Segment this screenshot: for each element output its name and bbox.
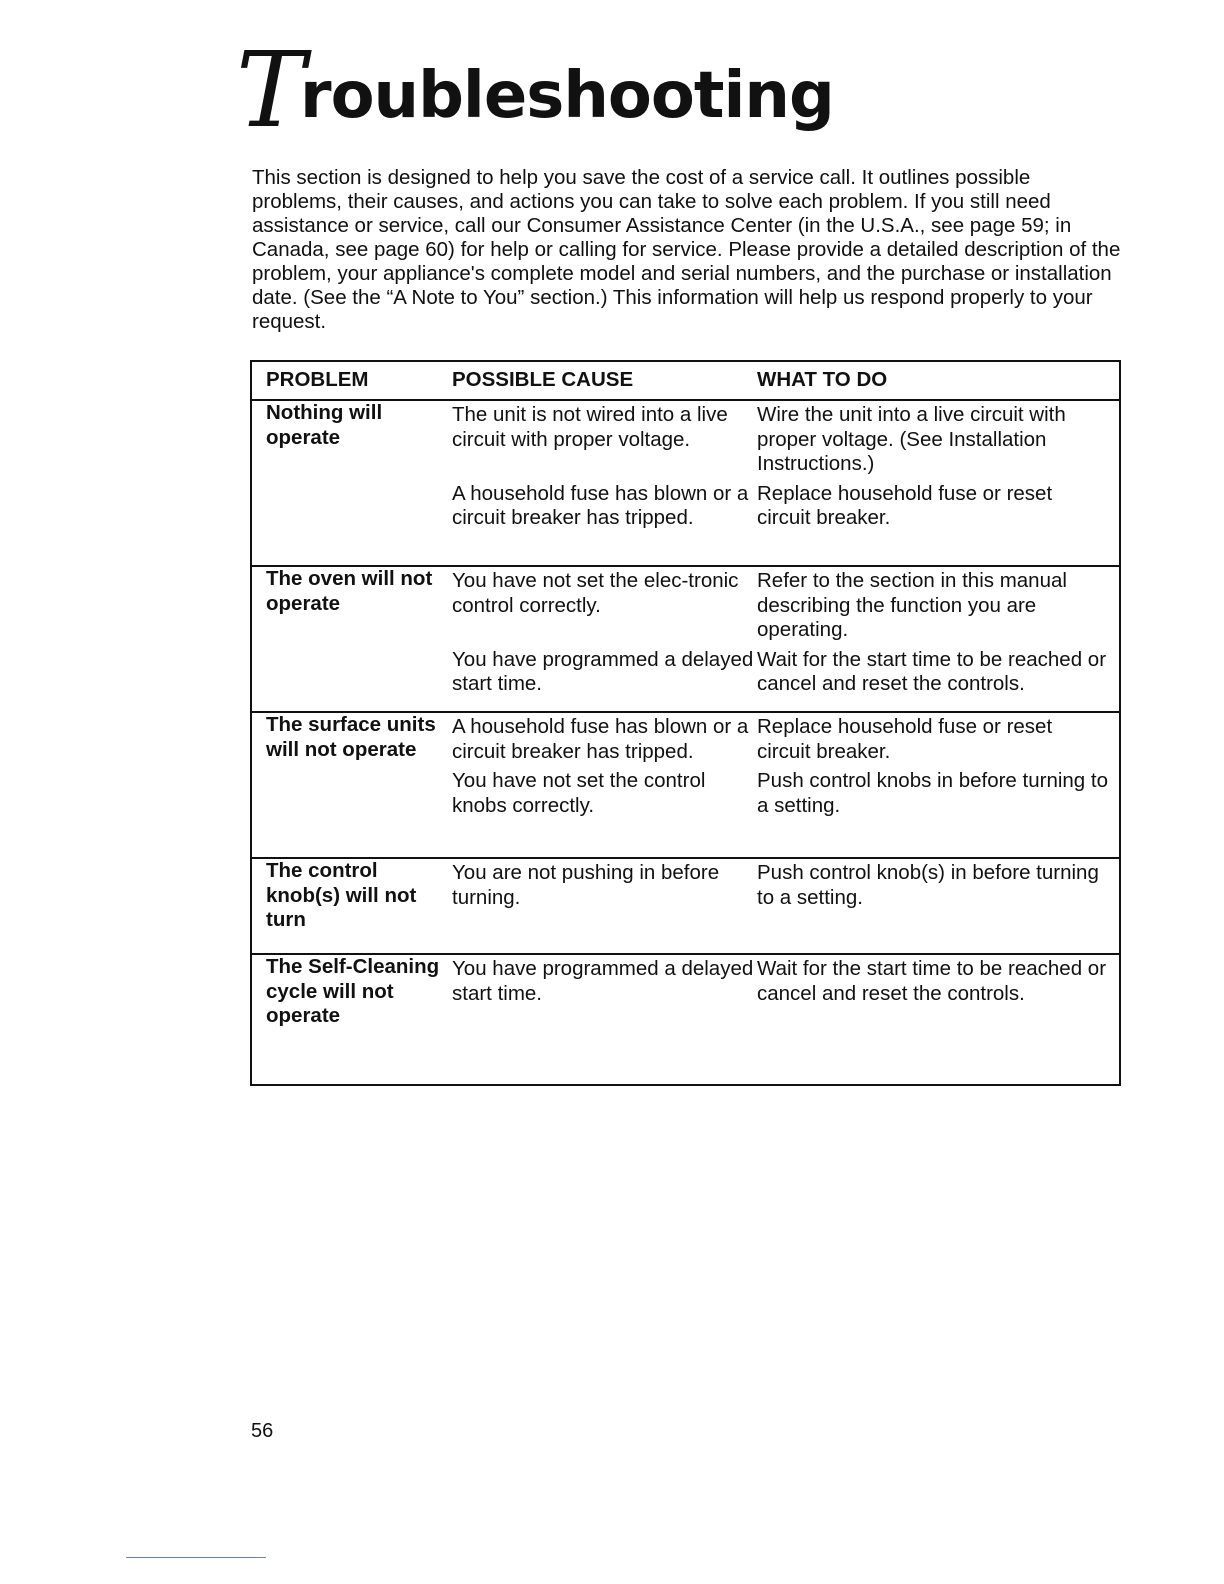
cause-action-cell: [452, 566, 1120, 712]
problem-cell: The surface units will not operate: [251, 712, 452, 858]
troubleshooting-table: [250, 360, 1121, 1086]
possible-cause: The unit is not wired into a live circuit with proper voltage.: [452, 403, 728, 451]
table-row: [251, 858, 1120, 954]
cause-action-cell: [452, 858, 1120, 954]
cause-action-pair: [452, 569, 1119, 643]
table-row: [251, 566, 1120, 712]
cause-action-pair: [452, 403, 1119, 477]
title-initial: T: [236, 29, 306, 151]
what-to-do: Push control knob(s) in before turning to a setting.: [757, 861, 1099, 909]
possible-cause: You have programmed a delayed start time.: [452, 957, 754, 1005]
problem-cell: Nothing will operate: [251, 400, 452, 566]
cause-action-pair: [452, 715, 1119, 764]
what-to-do: Refer to the section in this manual describing the function you are operating.: [757, 569, 1067, 641]
what-to-do: Push control knobs in before turning to a setting.: [757, 769, 1108, 817]
what-to-do: Replace household fuse or reset circuit breaker.: [757, 481, 1053, 529]
problem-cell: The oven will not operate: [251, 566, 452, 712]
what-to-do: Wire the unit into a live circuit with proper voltage. (See Installation Instructions.): [757, 403, 1066, 475]
page-number: 56: [251, 1420, 274, 1442]
table-row: [251, 954, 1120, 1085]
cause-action-pair: [452, 769, 1119, 818]
cause-action-cell: [452, 712, 1120, 858]
cause-action-pair: [452, 648, 1119, 697]
possible-cause: You have not set the control knobs correctly.: [452, 769, 706, 817]
possible-cause: A household fuse has blown or a circuit breaker has tripped.: [452, 715, 749, 763]
page-title: [236, 29, 856, 158]
possible-cause: You are not pushing in before turning.: [452, 861, 720, 909]
table-header-row: [251, 361, 1120, 400]
intro-paragraph: This section is designed to help you save the cost of a service call. It outlines possible problems, their causes, and actions you can take to solve each problem. If you still need assistance or service, call our Consumer Assistance Center (in the U.S.A., see page 59; in Canada, see page 60) for help or calling for service. Please provide a detailed description of the problem, your appliance's complete model and serial numbers, and the purchase or installation date. (See the “A Note to You” section.) This information will help us respond properly to your request.: [252, 166, 1121, 333]
what-to-do: Wait for the start time to be reached or cancel and reset the controls.: [757, 957, 1107, 1005]
cause-action-pair: [452, 861, 1119, 910]
header-problem: PROBLEM: [251, 361, 452, 400]
header-possible-cause: POSSIBLE CAUSE: [452, 361, 757, 400]
footer-rule: [126, 1557, 266, 1558]
title-text: roubleshooting: [300, 59, 834, 133]
what-to-do: Wait for the start time to be reached or cancel and reset the controls.: [757, 647, 1107, 695]
possible-cause: You have not set the elec-tronic control correctly.: [452, 569, 739, 617]
cause-action-pair: [452, 482, 1119, 531]
cause-action-pair: [452, 957, 1119, 1006]
problem-cell: The Self-Cleaning cycle will not operate: [251, 954, 452, 1085]
table-row: [251, 400, 1120, 566]
possible-cause: You have programmed a delayed start time.: [452, 647, 754, 695]
possible-cause: A household fuse has blown or a circuit breaker has tripped.: [452, 481, 749, 529]
problem-cell: The control knob(s) will not turn: [251, 858, 452, 954]
cause-action-cell: [452, 954, 1120, 1085]
header-what-to-do: WHAT TO DO: [757, 361, 1120, 400]
cause-action-cell: [452, 400, 1120, 566]
what-to-do: Replace household fuse or reset circuit breaker.: [757, 715, 1053, 763]
table-row: [251, 712, 1120, 858]
